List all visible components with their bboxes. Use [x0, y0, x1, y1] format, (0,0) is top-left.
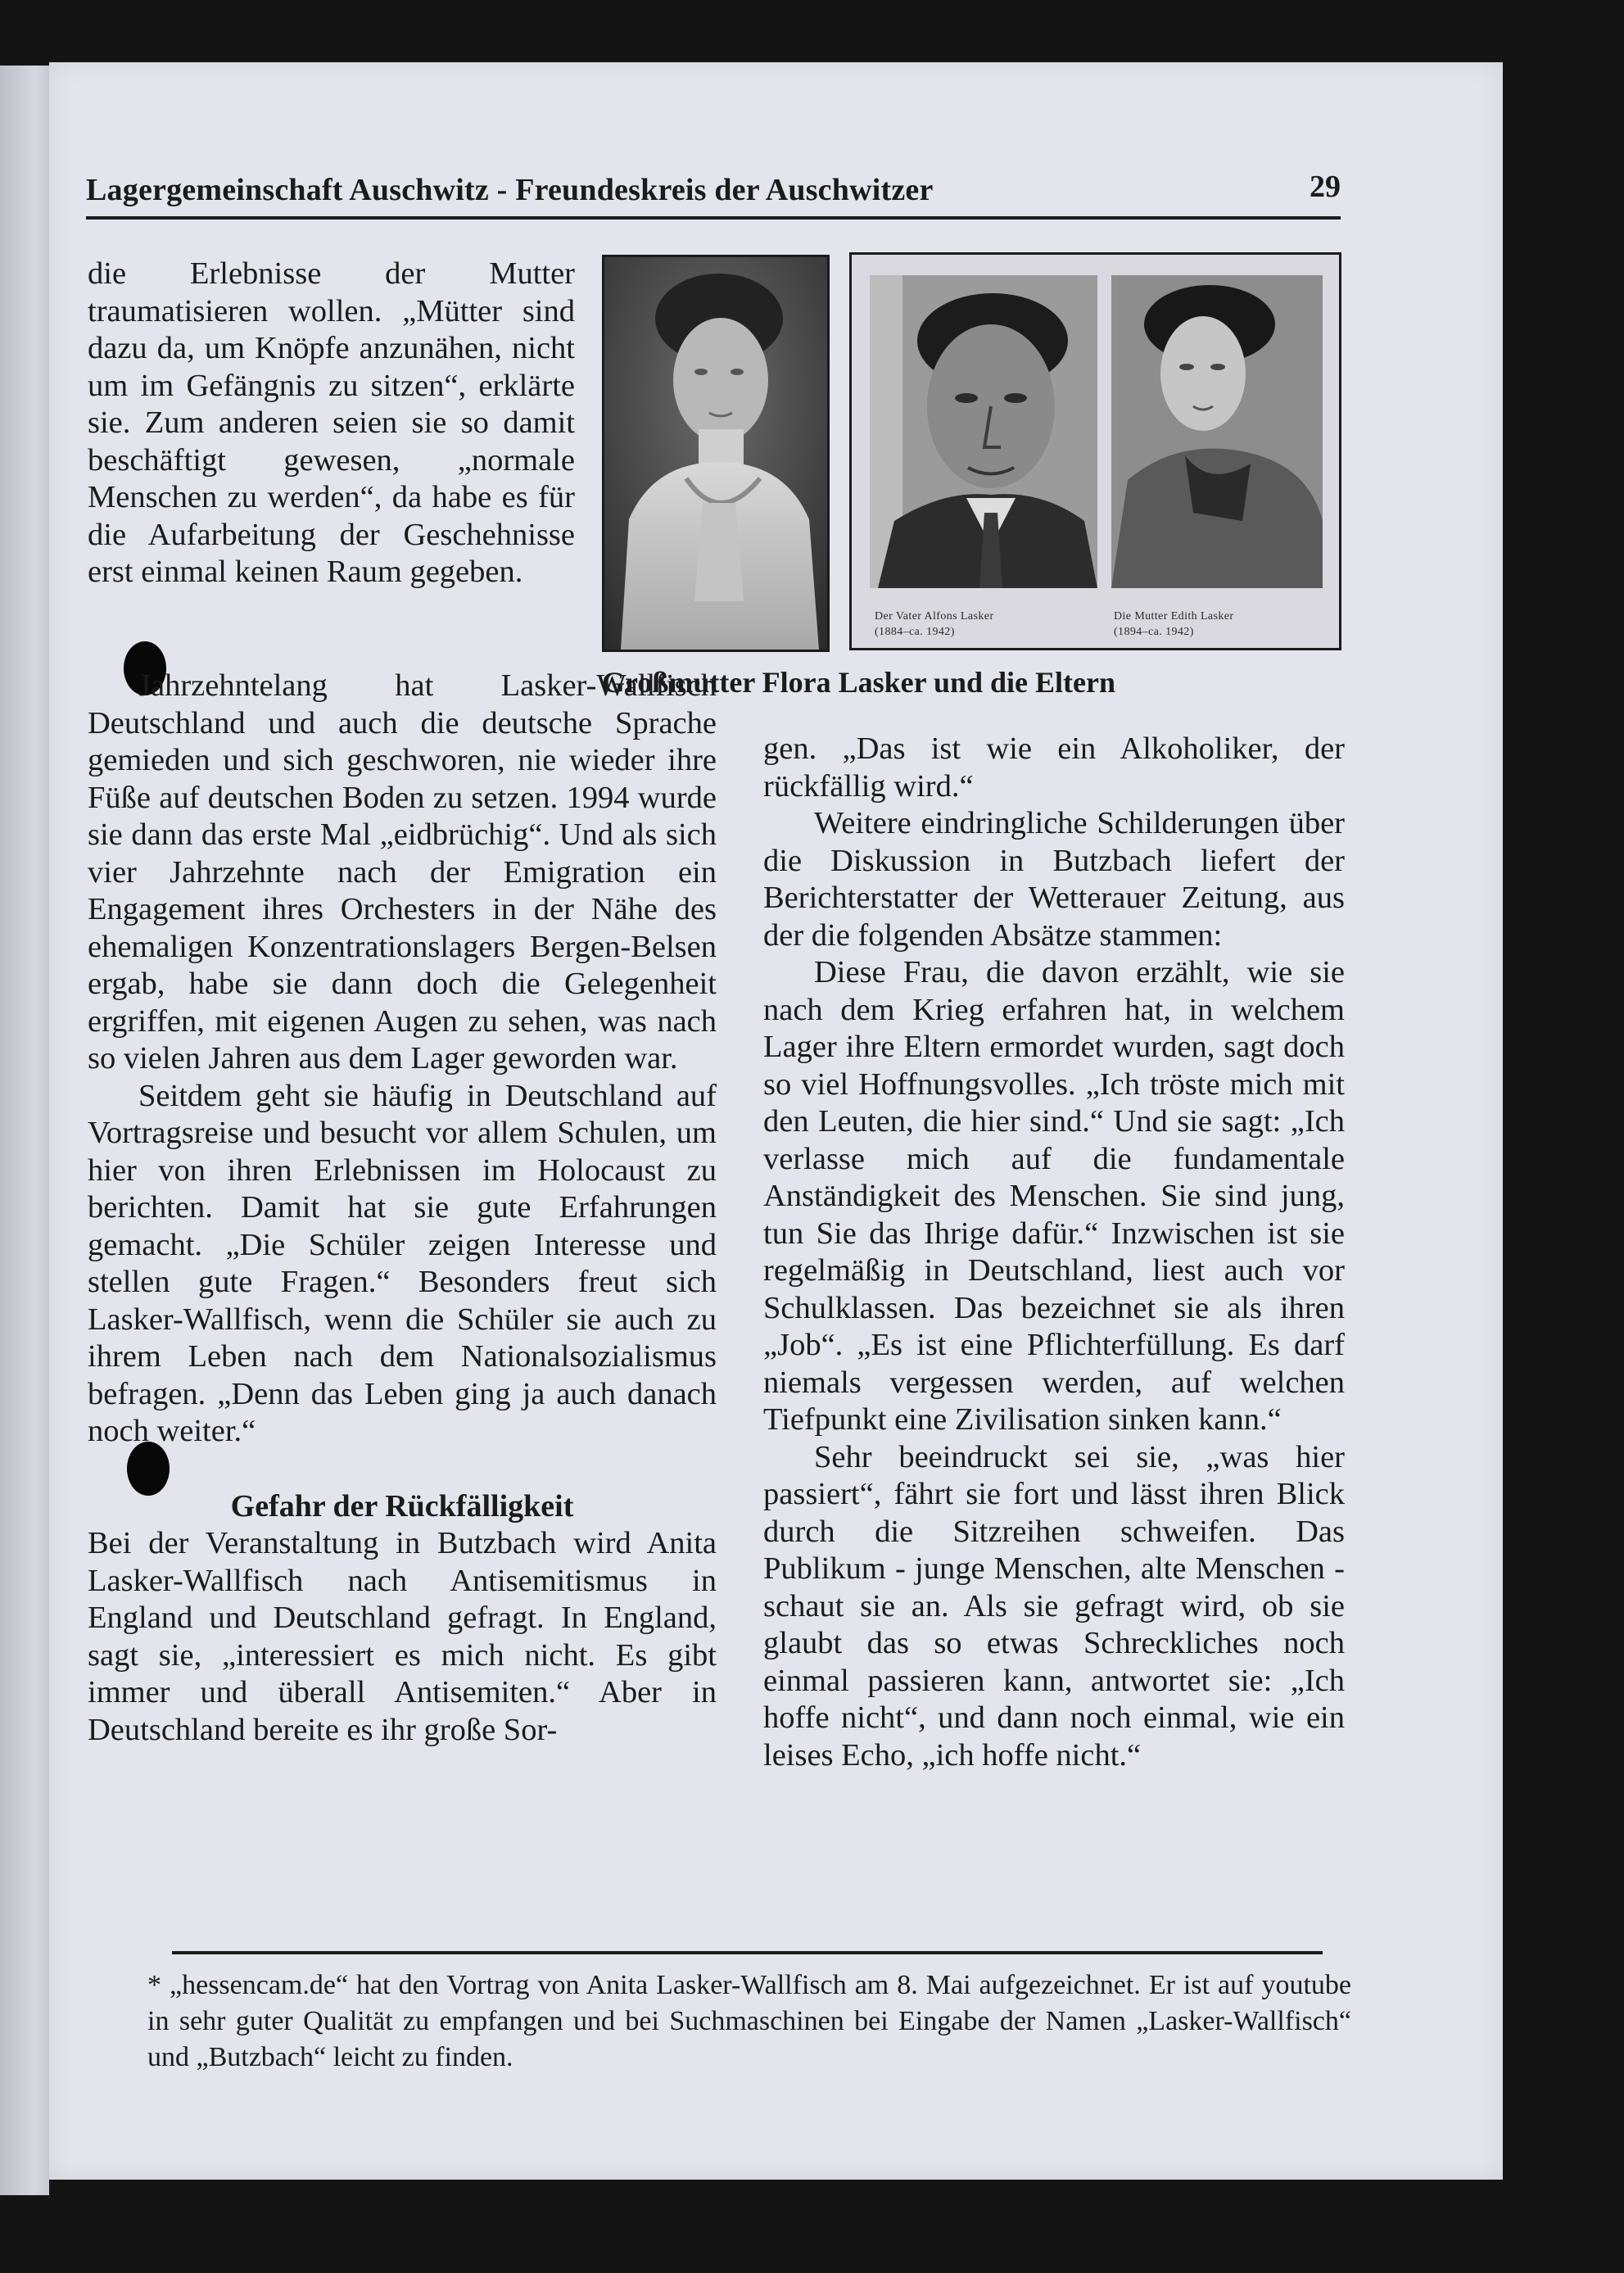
left-column: [88, 668, 717, 1749]
section-heading: Gefahr der Rückfälligkeit: [230, 1488, 574, 1524]
mother-caption-years: (1894–ca. 1942): [1114, 626, 1194, 638]
right-column: [763, 731, 1345, 1774]
footnote-divider: [172, 1951, 1323, 1954]
photo-grandmother: [602, 255, 830, 652]
paragraph: Jahrzehntelang hat Lasker-Wallfisch Deutschland und auch die deutsche Sprache gemieden und sich geschworen, nie wieder ihre Füße auf deutschen Boden zu setzen. 1994 wurde sie dann das erste Mal „eidbrüchig“. Und als sich vier Jahrzehnte nach der Emigration ein Engagement ihres Orchesters in der Nähe des ehemaligen Konzentrationslagers Bergen-Belsen ergab, habe sie dann doch die Gelegenheit ergriffen, mit eigenen Augen zu sehen, was nach so vielen Jahren aus dem Lager geworden war.: [88, 668, 717, 1075]
mother-portrait-image: [1111, 275, 1323, 588]
footnote: * „hessencam.de“ hat den Vortrag von Anita Lasker-Wallfisch am 8. Mai aufgezeichnet. Er ist auf youtube in sehr guter Qualität zu empfangen und bei Suchmaschinen bei Eingabe der Namen „Lasker-Wallfisch“ und „Butzbach“ leicht zu finden.: [147, 1970, 1351, 2072]
father-caption-years: (1884–ca. 1942): [875, 626, 955, 638]
paragraph: Weitere eindringliche Schilderungen über die Diskussion in Butzbach liefert der Berichterstatter der Wetterauer Zeitung, aus der die folgenden Absätze stammen:: [763, 806, 1345, 953]
mother-caption-name: Die Mutter Edith Lasker: [1114, 610, 1234, 623]
mother-caption: [1114, 609, 1233, 640]
paragraph-intro: die Erlebnisse der Mutter traumatisieren wollen. „Mütter sind dazu da, um Knöpfe anzunähen, nicht um im Gefängnis zu sitzen“, erklärte sie. Zum anderen seien sie so damit beschäftigt gewesen, „normale Menschen zu werden“, da habe es für die Aufarbeitung der Geschehnisse erst einmal keinen Raum gegeben.: [88, 256, 575, 589]
father-caption-name: Der Vater Alfons Lasker: [875, 610, 994, 623]
figure-caption: Großmutter Flora Lasker und die Eltern: [602, 666, 1116, 699]
photo-mother: [1111, 275, 1323, 588]
grandmother-portrait-image: [604, 257, 827, 650]
paragraph: Sehr beeindruckt sei sie, „was hier passiert“, fährt sie fort und lässt ihren Blick durch die Sitzreihen schweifen. Das Publikum - junge Menschen, alte Menschen - schaut sie an. Als sie gefragt wird, ob sie glaubt das so etwas Schreckliches noch einmal passieren kann, antwortet sie: „Ich hoffe nicht“, und dann noch einmal, wie ein leises Echo, „ich hoffe nicht.“: [763, 1439, 1345, 1773]
book-spine-edge: [0, 66, 49, 2195]
paragraph: Diese Frau, die davon erzählt, wie sie nach dem Krieg erfahren hat, in welchem Lager ihre Eltern ermordet wurden, sagt doch so viel Hoffnungsvolles. „Ich tröste mich mit den Leuten, die hier sind.“ Und sie sagt: „Ich verlasse mich auf die fundamentale Anständigkeit des Menschen. Sie sind jung, tun Sie das Ihrige dafür.“ Inzwischen ist sie regelmäßig in Deutschland, liest auch vor Schulklassen. Das bezeichnet sie als ihren „Job“. „Es ist eine Pflichterfüllung. Es darf niemals vergessen werden, auf welchen Tiefpunkt eine Zivilisation sinken kann.“: [763, 955, 1345, 1437]
paragraph: Seitdem geht sie häufig in Deutschland auf Vortragsreise und besucht vor allem Schulen, um hier von ihren Erlebnissen im Holocaust zu berichten. Damit hat sie gute Erfahrungen gemacht. „Die Schüler zeigen Interesse und stellen gute Fragen.“ Besonders freut sich Lasker-Wallfisch, wenn die Schüler sie auch zu ihrem Leben nach dem Nationalsozialismus befragen. „Denn das Leben ging ja auch danach noch weiter.“: [88, 1078, 717, 1448]
father-portrait-image: [870, 275, 1097, 588]
paragraph: Bei der Veranstaltung in Butzbach wird Anita Lasker-Wallfisch nach Antisemitismus in England und Deutschland gefragt. In England, sagt sie, „interessiert es mich nicht. Es gibt immer und überall Antisemiten.“ Aber in Deutschland bereite es ihr große Sor-: [88, 1526, 717, 1747]
photo-father: [870, 275, 1097, 588]
header-title: Lagergemeinschaft Auschwitz - Freundeskreis der Auschwitzer: [86, 173, 934, 207]
paragraph: gen. „Das ist wie ein Alkoholiker, der rückfällig wird.“: [763, 731, 1345, 804]
father-caption: [875, 609, 993, 640]
running-header: [86, 103, 1341, 220]
left-column-top: [88, 256, 575, 591]
photo-parents-frame: [849, 252, 1341, 650]
page-number: 29: [1310, 170, 1341, 204]
